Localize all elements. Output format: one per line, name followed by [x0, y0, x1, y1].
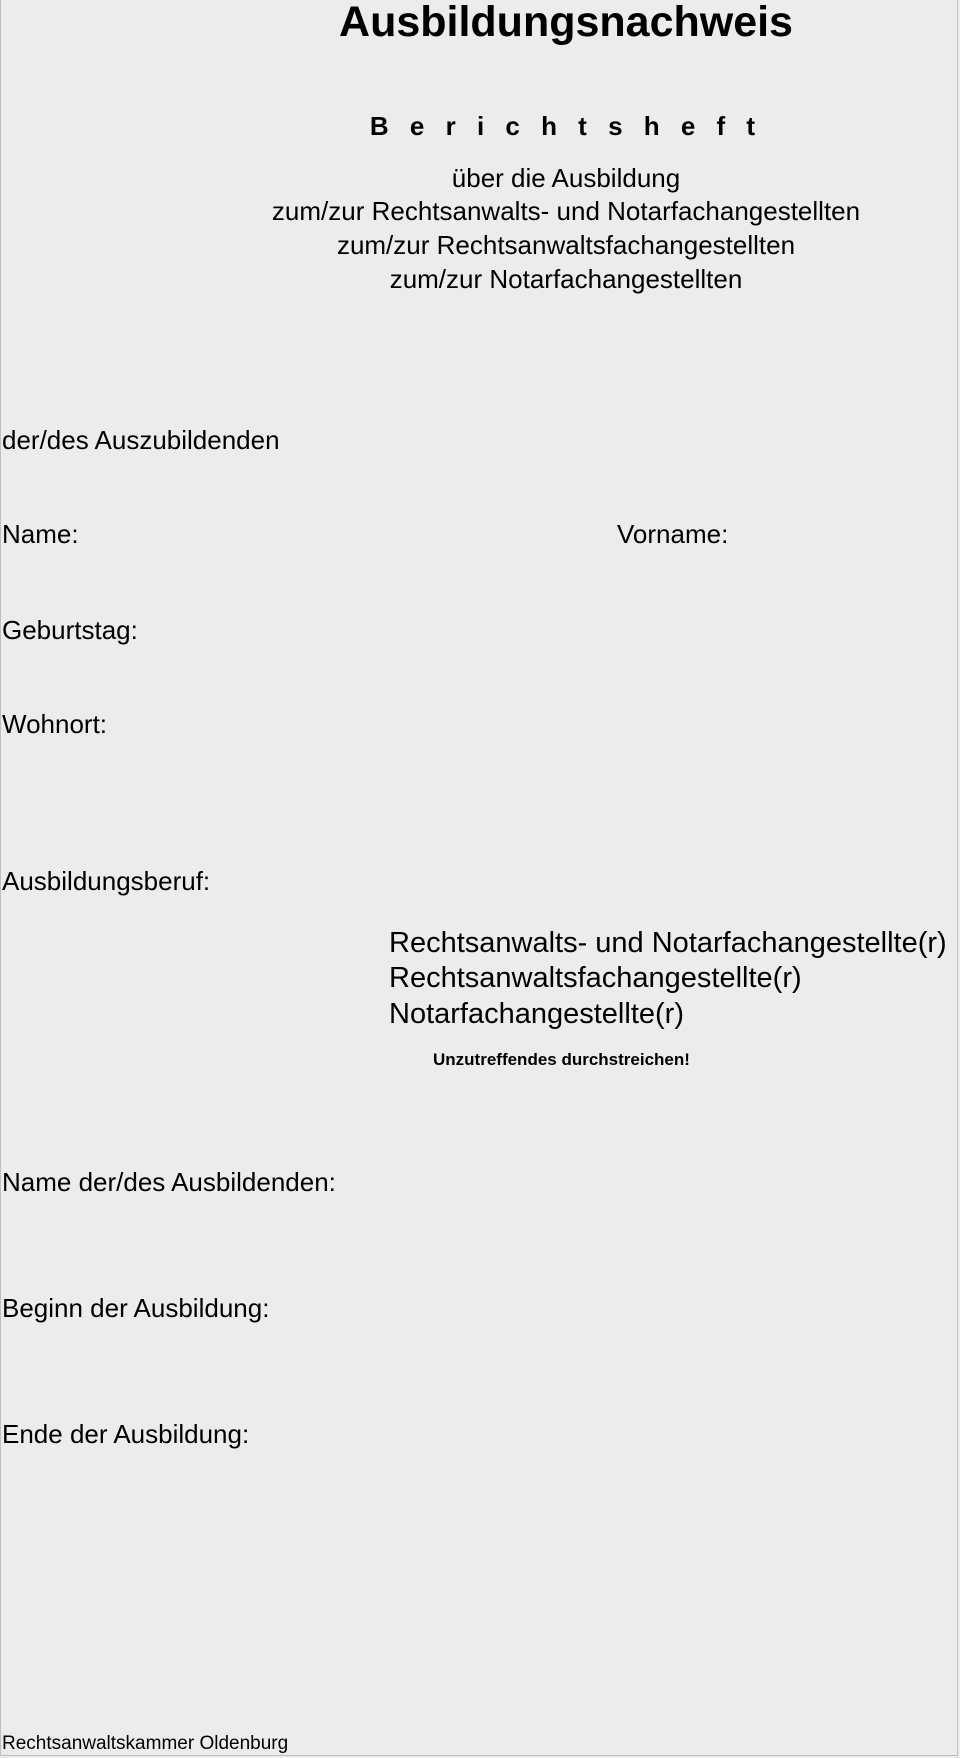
field-label-name: Name:: [2, 519, 79, 549]
field-label-vorname: Vorname:: [617, 519, 729, 549]
field-label-ausbildender: Name der/des Ausbildenden:: [2, 1167, 336, 1197]
beruf-option: Rechtsanwaltsfachangestellte(r): [389, 962, 802, 994]
section-label-trainee: der/des Auszubildenden: [2, 425, 280, 455]
beruf-option: Notarfachangestellte(r): [389, 998, 684, 1030]
strike-through-hint: Unzutreffendes durchstreichen!: [433, 1050, 690, 1069]
field-label-ausbildungsberuf: Ausbildungsberuf:: [2, 866, 211, 896]
intro-line: über die Ausbildung: [451, 163, 681, 193]
field-label-beginn: Beginn der Ausbildung:: [2, 1293, 270, 1323]
footer-issuer: Rechtsanwaltskammer Oldenburg: [2, 1733, 289, 1754]
intro-line: zum/zur Notarfachangestellten: [389, 264, 743, 294]
document-title: Ausbildungsnachweis: [339, 0, 793, 46]
field-label-geburtstag: Geburtstag:: [2, 615, 138, 645]
document-subtitle: B e r i c h t s h e f t: [369, 111, 763, 141]
field-label-wohnort: Wohnort:: [2, 709, 108, 739]
intro-line: zum/zur Rechtsanwaltsfachangestellten: [336, 230, 796, 260]
beruf-option: Rechtsanwalts- und Notarfachangestellte(r): [389, 927, 947, 959]
intro-line: zum/zur Rechtsanwalts- und Notarfachangestellten: [271, 196, 861, 226]
field-label-ende: Ende der Ausbildung:: [2, 1419, 250, 1449]
